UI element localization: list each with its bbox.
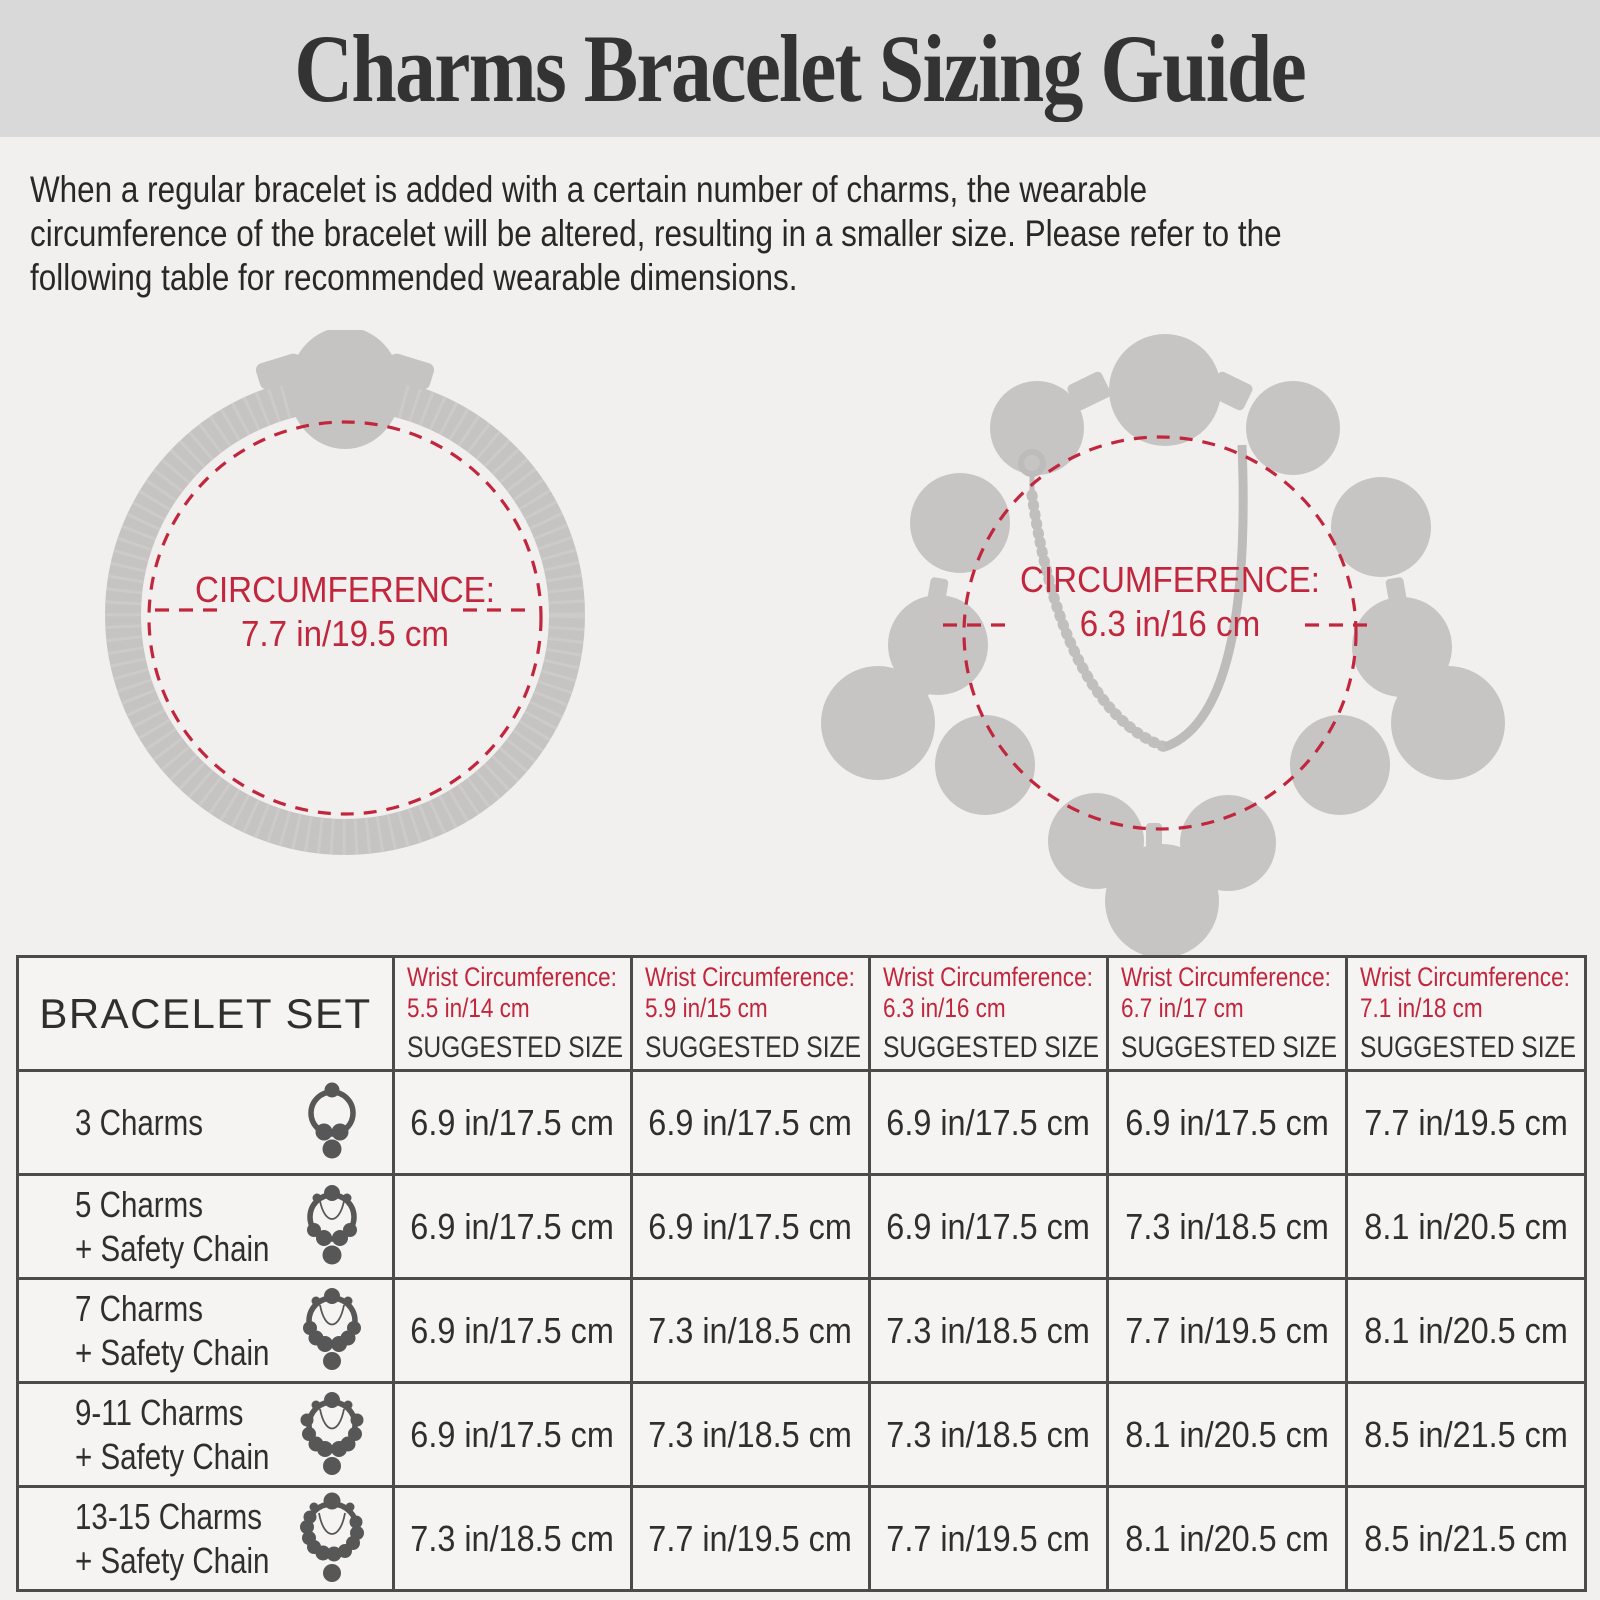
intro-line: When a regular bracelet is added with a certain number of charms, the wearable — [30, 169, 1148, 210]
size-cell: 7.3 in/18.5 cm — [1108, 1175, 1347, 1279]
table-row — [18, 1383, 1586, 1487]
size-cell: 8.1 in/20.5 cm — [1108, 1487, 1347, 1591]
size-cell: 7.7 in/19.5 cm — [1347, 1071, 1586, 1175]
intro-line: following table for recommended wearable dimensions. — [30, 257, 798, 298]
size-cell: 8.1 in/20.5 cm — [1108, 1383, 1347, 1487]
bracelet-5-charms-safety-chain-icon — [299, 1181, 365, 1273]
size-cell: 7.3 in/18.5 cm — [870, 1279, 1108, 1383]
intro-line: circumference of the bracelet will be altered, resulting in a smaller size. Please refer to the — [30, 213, 1282, 254]
size-cell: 6.9 in/17.5 cm — [394, 1071, 632, 1175]
circumference-caption: CIRCUMFERENCE: — [195, 569, 495, 610]
header-band — [0, 0, 1600, 137]
suggested-size-label: SUGGESTED SIZE — [645, 1031, 861, 1064]
wrist-column-header — [870, 957, 1108, 1071]
suggested-size-label: SUGGESTED SIZE — [407, 1031, 623, 1064]
bracelet-set-cell — [18, 1383, 394, 1487]
intro-paragraph — [30, 168, 1282, 300]
size-cell: 6.9 in/17.5 cm — [870, 1175, 1108, 1279]
size-cell: 7.7 in/19.5 cm — [1108, 1279, 1347, 1383]
table-row — [18, 1175, 1586, 1279]
suggested-size-label: SUGGESTED SIZE — [883, 1031, 1099, 1064]
wrist-circumference-title: Wrist Circumference: — [407, 962, 617, 992]
table-header-row — [18, 957, 1586, 1071]
clasp-bead — [289, 330, 401, 449]
size-cell: 7.3 in/18.5 cm — [870, 1383, 1108, 1487]
wrist-column-header — [1108, 957, 1347, 1071]
wrist-column-header — [1347, 957, 1586, 1071]
set-sublabel: + Safety Chain — [75, 1435, 270, 1477]
size-cell: 7.7 in/19.5 cm — [870, 1487, 1108, 1591]
dangle-charm-left — [821, 666, 935, 780]
size-cell: 6.9 in/17.5 cm — [632, 1175, 870, 1279]
table-row — [18, 1071, 1586, 1175]
charm-bead — [1109, 334, 1221, 446]
wrist-circumference-value: 6.7 in/17 cm — [1121, 993, 1244, 1023]
plain-bracelet-circumference-label — [150, 568, 540, 656]
charm-bracelet-circumference-label — [975, 558, 1365, 646]
bracelet-set-cell — [18, 1279, 394, 1383]
wrist-circumference-value: 5.5 in/14 cm — [407, 993, 530, 1023]
bracelet-set-cell — [18, 1071, 394, 1175]
wrist-circumference-title: Wrist Circumference: — [1360, 962, 1570, 992]
set-label: 9-11 Charms — [75, 1391, 244, 1433]
size-cell: 6.9 in/17.5 cm — [394, 1383, 632, 1487]
wrist-column-header — [632, 957, 870, 1071]
bracelet-13-15-charms-safety-chain-icon — [294, 1489, 370, 1589]
circumference-value: 7.7 in/19.5 cm — [240, 613, 450, 654]
wrist-column-header — [394, 957, 632, 1071]
size-cell: 6.9 in/17.5 cm — [870, 1071, 1108, 1175]
size-cell: 7.3 in/18.5 cm — [394, 1487, 632, 1591]
size-cell: 6.9 in/17.5 cm — [394, 1279, 632, 1383]
set-sublabel: + Safety Chain — [75, 1331, 270, 1373]
size-cell: 8.5 in/21.5 cm — [1347, 1487, 1586, 1591]
size-cell: 8.1 in/20.5 cm — [1347, 1279, 1586, 1383]
set-label: 5 Charms — [75, 1183, 203, 1225]
bracelet-set-cell — [18, 1487, 394, 1591]
size-cell: 7.7 in/19.5 cm — [632, 1487, 870, 1591]
size-cell: 8.5 in/21.5 cm — [1347, 1383, 1586, 1487]
table-row — [18, 1487, 1586, 1591]
bracelet-set-cell — [18, 1175, 394, 1279]
page-title: Charms Bracelet Sizing Guide — [294, 15, 1306, 122]
wrist-circumference-title: Wrist Circumference: — [1121, 962, 1331, 992]
set-sublabel: + Safety Chain — [75, 1539, 270, 1581]
size-cell: 6.9 in/17.5 cm — [394, 1175, 632, 1279]
dangle-charm-right — [1391, 666, 1505, 780]
set-sublabel: + Safety Chain — [75, 1227, 270, 1269]
wrist-circumference-title: Wrist Circumference: — [645, 962, 855, 992]
wrist-circumference-value: 6.3 in/16 cm — [883, 993, 1006, 1023]
set-label: 7 Charms — [75, 1287, 203, 1329]
set-label: 13-15 Charms — [75, 1495, 263, 1537]
suggested-size-label: SUGGESTED SIZE — [1121, 1031, 1337, 1064]
wrist-circumference-value: 5.9 in/15 cm — [645, 993, 768, 1023]
sizing-table — [16, 955, 1587, 1592]
suggested-size-label: SUGGESTED SIZE — [1360, 1031, 1576, 1064]
table-row — [18, 1279, 1586, 1383]
size-cell: 6.9 in/17.5 cm — [632, 1071, 870, 1175]
wrist-circumference-title: Wrist Circumference: — [883, 962, 1093, 992]
bracelet-7-charms-safety-chain-icon — [297, 1283, 367, 1379]
bracelet-3-charms-icon — [301, 1080, 363, 1166]
size-cell: 6.9 in/17.5 cm — [1108, 1071, 1347, 1175]
circumference-caption: CIRCUMFERENCE: — [1020, 559, 1320, 600]
wrist-circumference-value: 7.1 in/18 cm — [1360, 993, 1483, 1023]
size-cell: 7.3 in/18.5 cm — [632, 1279, 870, 1383]
dangle-charm-bottom — [1105, 844, 1219, 958]
bracelet-set-header: BRACELET SET — [18, 957, 394, 1071]
size-cell: 7.3 in/18.5 cm — [632, 1383, 870, 1487]
set-label: 3 Charms — [75, 1101, 203, 1143]
circumference-value: 6.3 in/16 cm — [1079, 603, 1261, 644]
size-cell: 8.1 in/20.5 cm — [1347, 1175, 1586, 1279]
bracelet-9-11-charms-safety-chain-icon — [296, 1387, 368, 1483]
